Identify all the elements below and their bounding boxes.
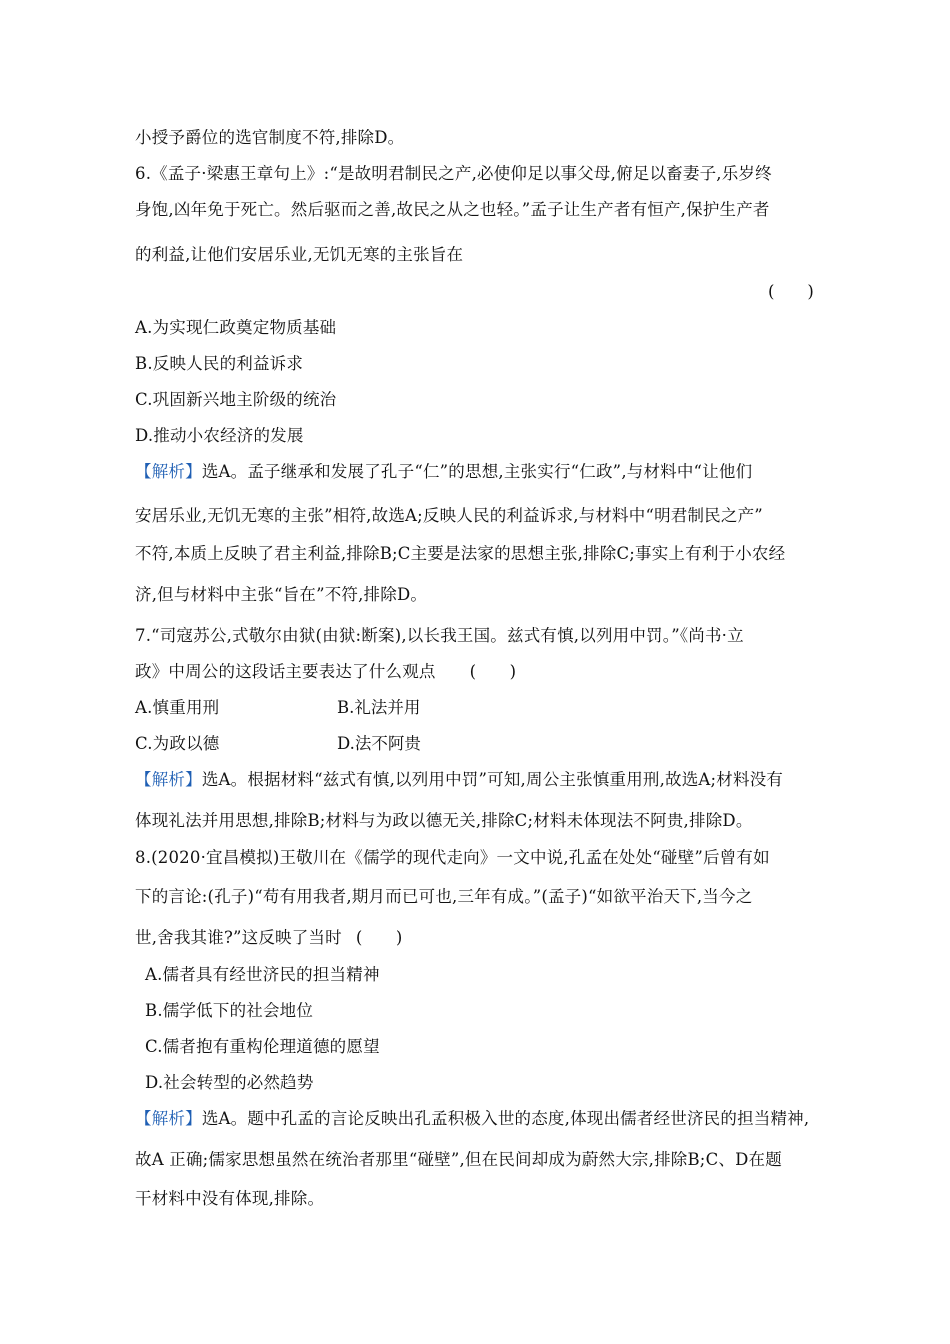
q8-stem-line-1: 8.(2020·宜昌模拟)王敬川在《儒学的现代走向》一文中说,孔孟在处处“碰壁”后曾有如 <box>135 848 770 867</box>
q6-analysis-line-4: 济,但与材料中主张“旨在”不符,排除D。 <box>135 585 428 604</box>
q8-analysis-tag: 【解析】 <box>135 1109 202 1128</box>
q6-analysis-line-3: 不符,本质上反映了君主利益,排除B;C主要是法家的思想主张,排除C;事实上有利于小农经 <box>135 544 786 563</box>
q6-stem-line-1: 6.《孟子·梁惠王章句上》:“是故明君制民之产,必使仰足以事父母,俯足以畜妻子,乐岁终 <box>135 164 772 183</box>
q7-stem-line-2-text: 政》中周公的这段话主要表达了什么观点 <box>135 662 436 681</box>
q6-option-d: D.推动小农经济的发展 <box>135 426 304 445</box>
q7-analysis-line-1 <box>135 769 783 791</box>
prev-answer-tail: 小授予爵位的选官制度不符,排除D。 <box>135 128 405 147</box>
q6-analysis-line-1 <box>135 461 752 483</box>
q7-answer-paren: ( ) <box>469 662 517 681</box>
q8-option-b: B.儒学低下的社会地位 <box>145 1001 314 1020</box>
q7-option-b: B.礼法并用 <box>337 698 421 717</box>
q8-analysis-line-2: 故A 正确;儒家思想虽然在统治者那里“碰壁”,但在民间却成为蔚然大宗,排除B;C、D在题 <box>135 1150 782 1169</box>
q7-analysis-tag: 【解析】 <box>135 770 202 789</box>
q8-option-d: D.社会转型的必然趋势 <box>145 1073 314 1092</box>
q7-option-c: C.为政以德 <box>135 734 220 753</box>
q7-analysis-text-1: 选A。根据材料“兹式有慎,以列用中罚”可知,周公主张慎重用刑,故选A;材料没有 <box>201 770 784 789</box>
q6-analysis-text-1: 选A。孟子继承和发展了孔子“仁”的思想,主张实行“仁政”,与材料中“让他们 <box>201 462 753 481</box>
q6-analysis-line-2: 安居乐业,无饥无寒的主张”相符,故选A;反映人民的利益诉求,与材料中“明君制民之产” <box>135 506 763 525</box>
q8-analysis-text-1: 选A。题中孔孟的言论反映出孔孟积极入世的态度,体现出儒者经世济民的担当精神, <box>201 1109 810 1128</box>
q6-stem-line-3: 的利益,让他们安居乐业,无饥无寒的主张旨在 <box>135 245 464 264</box>
q7-stem-line-1: 7.“司寇苏公,式敬尔由狱(由狱:断案),以长我王国。兹式有慎,以列用中罚。”《尚书·立 <box>135 626 744 645</box>
q8-answer-paren: ( ) <box>355 928 403 947</box>
q6-analysis-tag: 【解析】 <box>135 462 202 481</box>
q8-analysis-line-3: 干材料中没有体现,排除。 <box>135 1189 325 1208</box>
q8-stem-line-3-text: 世,舍我其谁?”这反映了当时 <box>135 928 342 947</box>
q6-answer-paren: ( ) <box>768 282 814 301</box>
q8-stem-line-2: 下的言论:(孔子)“苟有用我者,期月而已可也,三年有成。”(孟子)“如欲平治天下,当今之 <box>135 887 753 906</box>
q8-stem-line-3 <box>135 927 403 949</box>
q8-option-a: A.儒者具有经世济民的担当精神 <box>145 965 380 984</box>
q8-option-c: C.儒者抱有重构伦理道德的愿望 <box>145 1037 380 1056</box>
q6-option-a: A.为实现仁政奠定物质基础 <box>135 318 337 337</box>
q6-stem-line-2: 身饱,凶年免于死亡。然后驱而之善,故民之从之也轻。”孟子让生产者有恒产,保护生产者 <box>135 200 770 219</box>
q7-stem-line-2 <box>135 661 516 683</box>
q7-option-d: D.法不阿贵 <box>337 734 421 753</box>
q7-analysis-line-2: 体现礼法并用思想,排除B;材料与为政以德无关,排除C;材料未体现法不阿贵,排除D。 <box>135 811 753 830</box>
q7-option-a: A.慎重用刑 <box>135 698 220 717</box>
q6-option-c: C.巩固新兴地主阶级的统治 <box>135 390 337 409</box>
q6-option-b: B.反映人民的利益诉求 <box>135 354 304 373</box>
q8-analysis-line-1 <box>135 1108 809 1130</box>
